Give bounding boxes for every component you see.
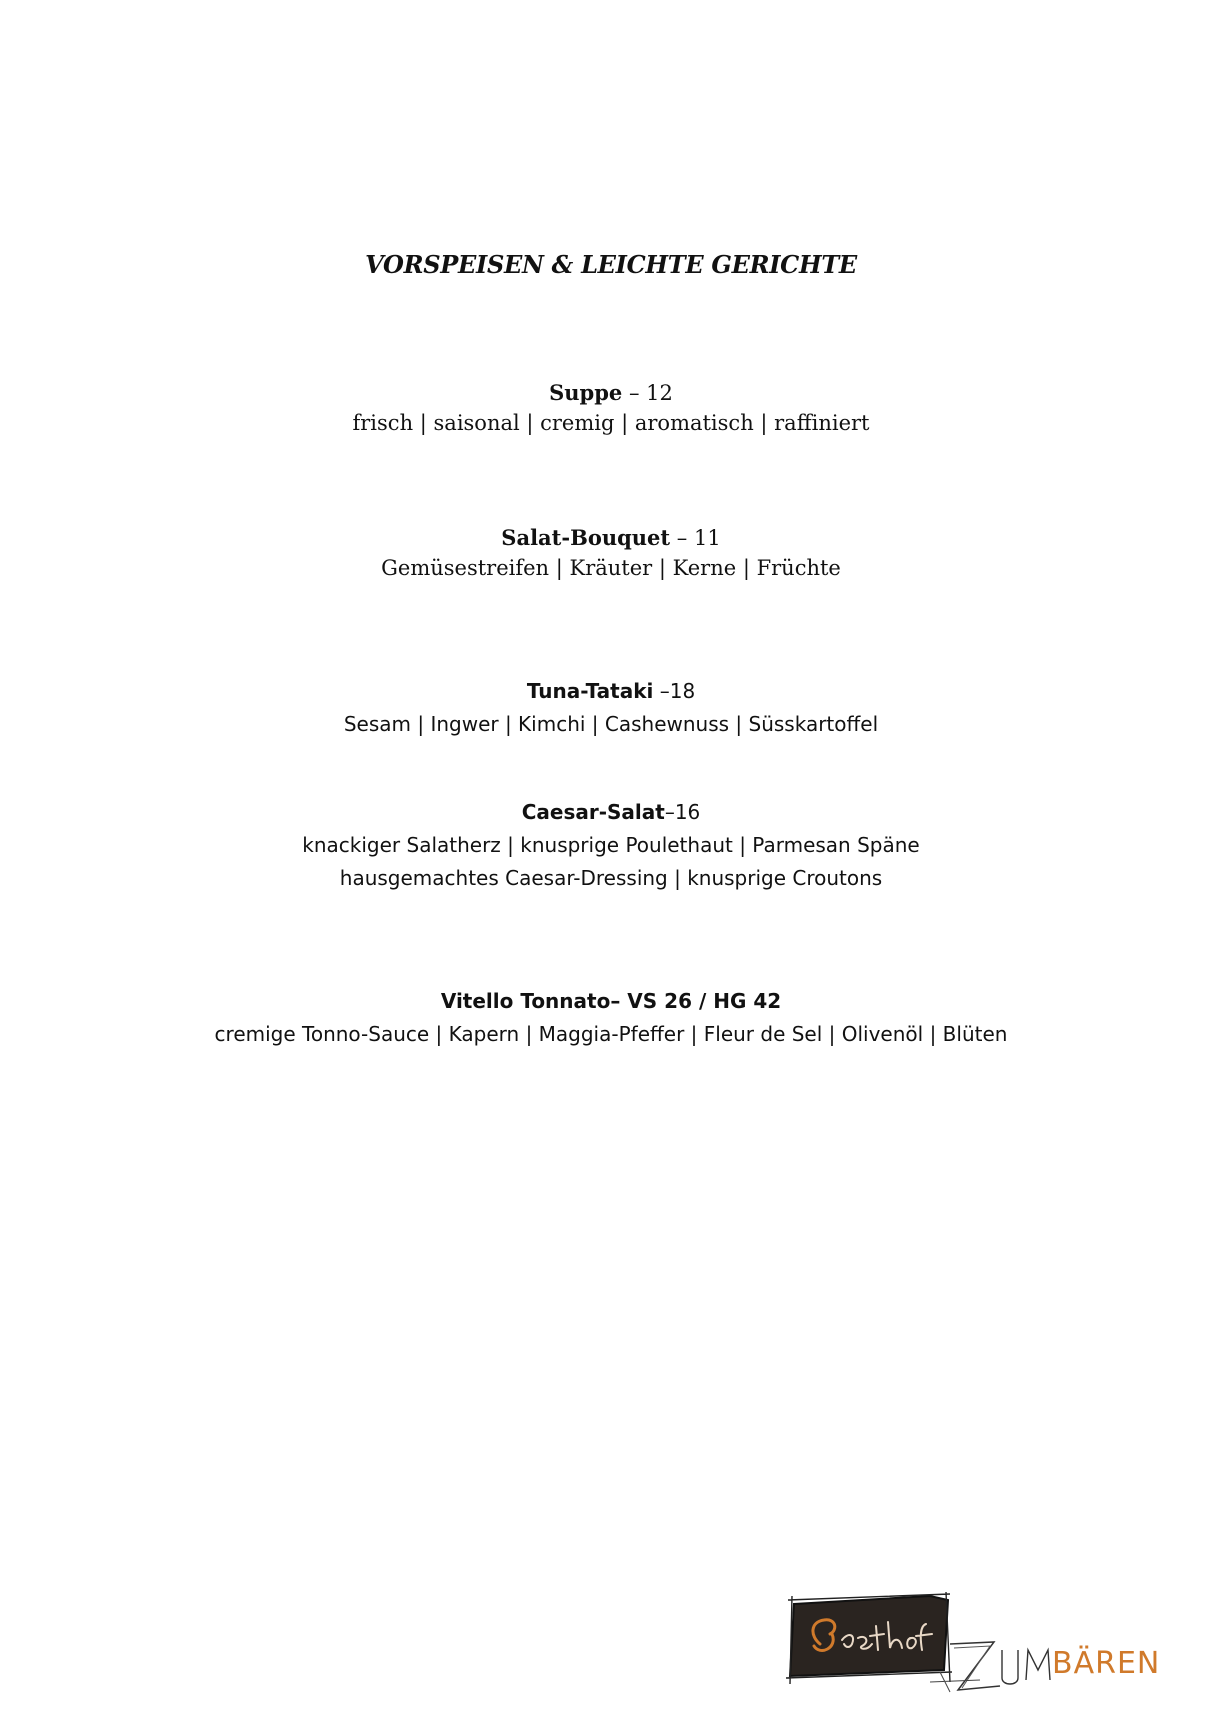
menu-item-salat-bouquet [0,523,1222,583]
item-name: Tuna-Tataki [526,679,654,703]
item-name: Suppe [549,380,623,405]
item-description: cremige Tonno-Sauce | Kapern | Maggia-Pfeffer | Fleur de Sel | Olivenöl | Blüten [214,1022,1008,1046]
item-price: –18 [653,679,696,703]
menu-item-tuna-tataki [0,675,1222,741]
item-price: – 11 [670,526,721,550]
menu-section-title: VORSPEISEN & LEICHTE GERICHTE [365,250,857,279]
item-description: knackiger Salatherz | knusprige Poulethaut | Parmesan Späne [302,833,920,857]
item-name: Salat-Bouquet [501,525,671,550]
item-description: frisch | saisonal | cremig | aromatisch | raffiniert [352,411,870,435]
logo-text-baeren: BÄREN [1052,1646,1161,1681]
menu-item-caesar-salat [0,796,1222,895]
item-price: – VS 26 / HG 42 [610,989,782,1013]
item-price: – 12 [622,381,673,405]
item-price: –16 [664,800,701,824]
item-description: Sesam | Ingwer | Kimchi | Cashewnuss | Süsskartoffel [343,712,879,736]
item-name: Vitello Tonnato [440,989,611,1013]
menu-item-suppe [0,378,1222,438]
item-name: Caesar-Salat [521,800,665,824]
item-description: Gemüsestreifen | Kräuter | Kerne | Früchte [381,556,841,580]
menu-item-vitello-tonnato [0,985,1222,1051]
item-description: hausgemachtes Caesar-Dressing | knusprige Croutons [339,866,883,890]
